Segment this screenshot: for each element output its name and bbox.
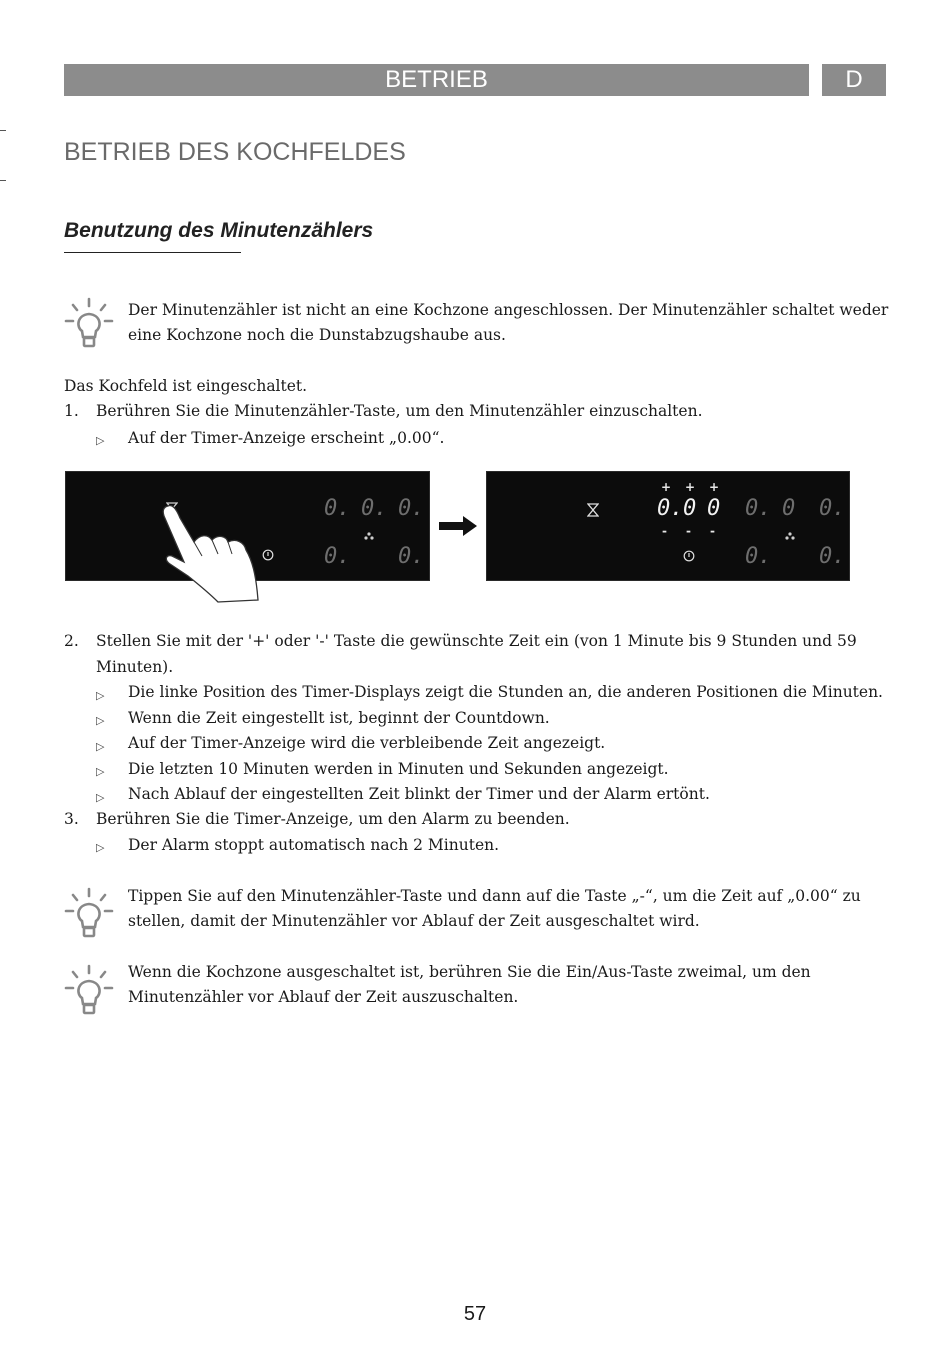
- bullet-icon: ▷: [96, 841, 105, 854]
- bullet-icon: ▷: [96, 434, 105, 447]
- bridge-icon: [364, 532, 374, 540]
- bullet-icon: ▷: [96, 791, 105, 804]
- control-panel-after: [486, 471, 850, 581]
- intro-text: Das Kochfeld ist eingeschaltet.: [64, 377, 308, 395]
- subsection-title: Benutzung des Minutenzählers: [64, 219, 374, 242]
- step-number: 1.: [64, 402, 79, 420]
- hand-icon: [158, 504, 264, 604]
- zone-display: 0.: [324, 544, 351, 569]
- zone-display: 0.: [745, 496, 772, 521]
- lightbulb-icon: [64, 964, 114, 1016]
- bullet-text: Auf der Timer-Anzeige wird die verbleibende Zeit angezeigt.: [128, 734, 606, 752]
- page-number: 57: [463, 1303, 487, 1325]
- zone-display: 0.: [324, 496, 351, 521]
- arrow-right-icon: [439, 516, 477, 536]
- timer-display: 0.: [657, 496, 684, 521]
- zone-display: 0.: [819, 496, 846, 521]
- bullet-text: Nach Ablauf der eingestellten Zeit blinkt der Timer und der Alarm ertönt.: [128, 785, 710, 803]
- power-icon: [683, 550, 695, 562]
- step-text: Berühren Sie die Minutenzähler-Taste, um den Minutenzähler einzuschalten.: [96, 402, 703, 420]
- lightbulb-icon: [64, 297, 114, 349]
- zone-display: 0.: [361, 496, 388, 521]
- minus-sign: -: [710, 524, 715, 538]
- bridge-icon: [785, 532, 795, 540]
- tip-text-line: Der Minutenzähler ist nicht an eine Kochzone angeschlossen. Der Minutenzähler schaltet weder: [128, 301, 889, 319]
- timer-display: 0: [707, 496, 721, 521]
- plus-sign: +: [709, 480, 720, 494]
- margin-tick: [0, 180, 6, 181]
- tip-text-line: Minutenzähler vor Ablauf der Zeit auszuschalten.: [128, 988, 519, 1006]
- subtitle-underline: [64, 252, 241, 253]
- tip-text-line: stellen, damit der Minutenzähler vor Ablauf der Zeit ausgeschaltet wird.: [128, 912, 700, 930]
- step-number: 3.: [64, 810, 79, 828]
- step-text: Stellen Sie mit der '+' oder '-' Taste die gewünschte Zeit ein (von 1 Minute bis 9 Stunden und 59: [96, 632, 857, 650]
- minus-sign: -: [686, 524, 691, 538]
- tip-text-line: Tippen Sie auf den Minutenzähler-Taste und dann auf die Taste „-“, um die Zeit auf „0.00“ zu: [128, 887, 861, 905]
- plus-sign: +: [685, 480, 696, 494]
- zone-display: 0.: [398, 496, 425, 521]
- tip-text-line: Wenn die Kochzone ausgeschaltet ist, berühren Sie die Ein/Aus-Taste zweimal, um den: [128, 963, 811, 981]
- bullet-text: Wenn die Zeit eingestellt ist, beginnt der Countdown.: [128, 709, 550, 727]
- chapter-header: BETRIEB: [64, 64, 809, 96]
- bullet-icon: ▷: [96, 740, 105, 753]
- step-text: Minuten).: [96, 658, 174, 676]
- timer-display: 0: [683, 496, 697, 521]
- margin-tick: [0, 130, 6, 131]
- bullet-text: Der Alarm stoppt automatisch nach 2 Minuten.: [128, 836, 500, 854]
- bullet-icon: ▷: [96, 689, 105, 702]
- language-tab: D: [822, 64, 886, 96]
- hourglass-icon: [587, 503, 599, 517]
- bullet-text: Die linke Position des Timer-Displays zeigt die Stunden an, die anderen Positionen die Minuten.: [128, 683, 883, 701]
- tip-text-line: eine Kochzone noch die Dunstabzugshaube aus.: [128, 326, 506, 344]
- bullet-icon: ▷: [96, 765, 105, 778]
- step-text: Berühren Sie die Timer-Anzeige, um den Alarm zu beenden.: [96, 810, 570, 828]
- zone-display: 0.: [819, 544, 846, 569]
- section-title: BETRIEB DES KOCHFELDES: [64, 138, 406, 166]
- bullet-icon: ▷: [96, 714, 105, 727]
- zone-display: 0.: [398, 544, 425, 569]
- bullet-text: Die letzten 10 Minuten werden in Minuten und Sekunden angezeigt.: [128, 760, 669, 778]
- minus-sign: -: [662, 524, 667, 538]
- step-number: 2.: [64, 632, 79, 650]
- plus-sign: +: [661, 480, 672, 494]
- bullet-text: Auf der Timer-Anzeige erscheint „0.00“.: [128, 429, 445, 447]
- lightbulb-icon: [64, 887, 114, 939]
- zone-display: 0: [782, 496, 796, 521]
- zone-display: 0.: [745, 544, 772, 569]
